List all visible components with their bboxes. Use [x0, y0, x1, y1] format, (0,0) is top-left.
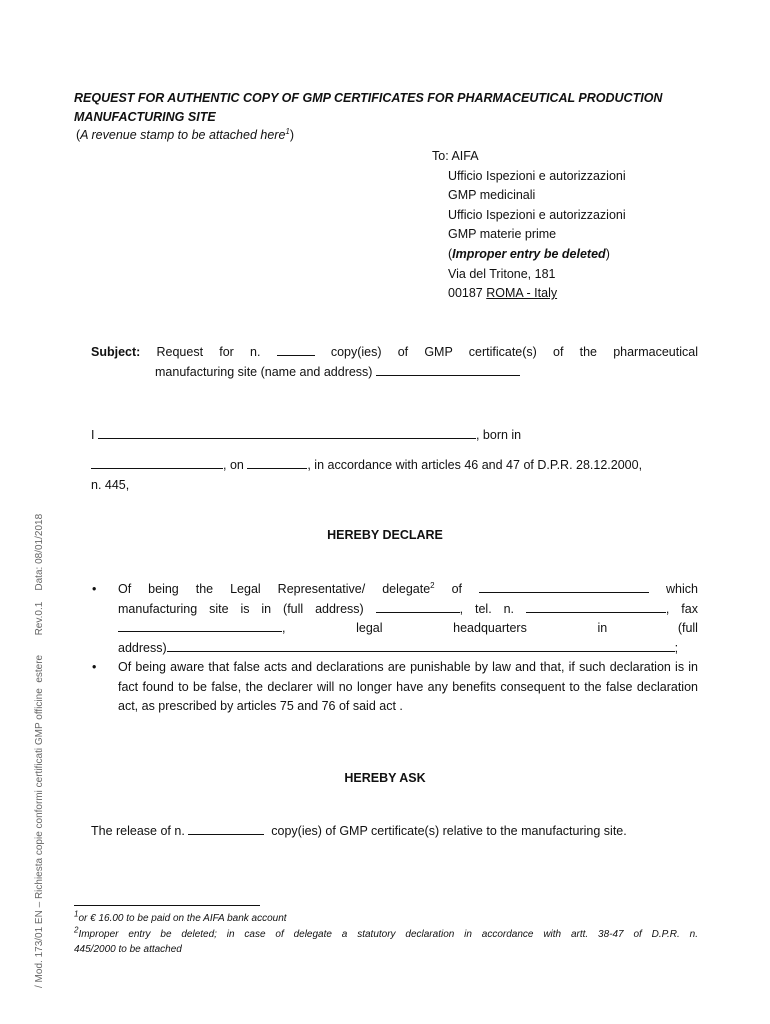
phone-field[interactable]	[526, 601, 666, 613]
subject-line-1: Subject: Request for n. copy(ies) of GMP certificate(s) of the pharmaceutical	[91, 345, 698, 359]
footnote-2: $^2$Improper entry be deleted; in case of delegate a statutory declaration in accordance with artt. 38-47 of D.P.R. n.	[74, 925, 698, 940]
recipient-city-line	[432, 284, 626, 304]
document-title	[74, 89, 699, 127]
recipient-city: ROMA - Italy	[486, 286, 558, 301]
awareness-statement: Of being aware that false acts and declarations are punishable by law and that, if such declaration is in fact found to be false, the declarer will no longer have any benefits consequent to the false declaration act, as prescribed by articles 75 and 76 of said act .	[118, 660, 698, 713]
title-line-1: REQUEST FOR AUTHENTIC COPY OF GMP CERTIFICATES FOR PHARMACEUTICAL PRODUCTION	[74, 91, 663, 105]
side-form-reference: / Mod. 173/01 EN – Richiesta copie conformi certificati GMP officine estere Rev.0.1 Data: 08/01/2018	[34, 513, 45, 988]
revenue-stamp-note	[76, 128, 294, 142]
bullet-icon: •	[92, 660, 97, 674]
recipient-line: Ufficio Ispezioni e autorizzazioni	[448, 207, 626, 222]
title-line-2: MANUFACTURING SITE	[74, 110, 216, 124]
site-address-field[interactable]	[376, 601, 460, 613]
recipient-to: To: AIFA	[432, 149, 479, 163]
release-copies-field[interactable]	[188, 823, 264, 835]
footnote-1: $^1$or € 16.00 to be paid on the AIFA bank account	[74, 909, 287, 924]
footnote-2-cont: 445/2000 to be attached	[74, 944, 182, 955]
copies-count-field[interactable]	[277, 344, 315, 356]
declarant-name-field[interactable]	[98, 427, 476, 439]
list-item: • Of being the Legal Representative/ delegate$^2$ of which manufacturing site is in (full address) , tel. n. , fax , legal headquarters in (full address) ;	[92, 580, 698, 655]
subject-line-2: manufacturing site (name and address)	[91, 362, 698, 382]
footnotes	[74, 911, 698, 958]
declarant-name-line: I , born in	[91, 428, 522, 442]
footnote-ref-1: 1	[285, 126, 290, 136]
law-number: n. 445,	[91, 478, 130, 492]
declaration-list	[90, 580, 698, 717]
represented-company-field[interactable]	[479, 581, 649, 593]
site-name-address-field[interactable]	[376, 364, 520, 376]
stamp-text: A revenue stamp to be attached here	[80, 128, 286, 142]
stamp-close: )	[289, 128, 295, 142]
recipient-line: Ufficio Ispezioni e autorizzazioni	[448, 168, 626, 183]
list-item	[90, 658, 698, 717]
headquarters-address-field[interactable]	[167, 640, 675, 652]
birthdate-field[interactable]	[247, 457, 307, 469]
fax-field[interactable]	[118, 620, 282, 632]
recipient-line: GMP materie prime	[448, 227, 557, 242]
recipient-zip: 00187	[448, 286, 483, 301]
improper-entry-note: (Improper entry be deleted)	[448, 246, 610, 261]
birthplace-field[interactable]	[91, 457, 223, 469]
release-request-line: The release of n. copy(ies) of GMP certificate(s) relative to the manufacturing site.	[91, 824, 627, 838]
declare-heading: HEREBY DECLARE	[327, 528, 443, 542]
footnote-ref-2: 2	[430, 580, 435, 590]
footnote-divider	[74, 905, 260, 906]
recipient-line: GMP medicinali	[448, 188, 536, 203]
subject-label: Subject:	[91, 345, 141, 359]
bullet-icon: •	[92, 582, 97, 596]
recipient-block	[432, 147, 626, 304]
subject-block	[91, 342, 698, 382]
stamp-open: (	[76, 128, 81, 142]
ask-heading: HEREBY ASK	[344, 771, 426, 785]
birth-line: , on , in accordance with articles 46 and 47 of D.P.R. 28.12.2000, n. 445,	[91, 455, 698, 495]
recipient-street: Via del Tritone, 181	[448, 266, 556, 281]
